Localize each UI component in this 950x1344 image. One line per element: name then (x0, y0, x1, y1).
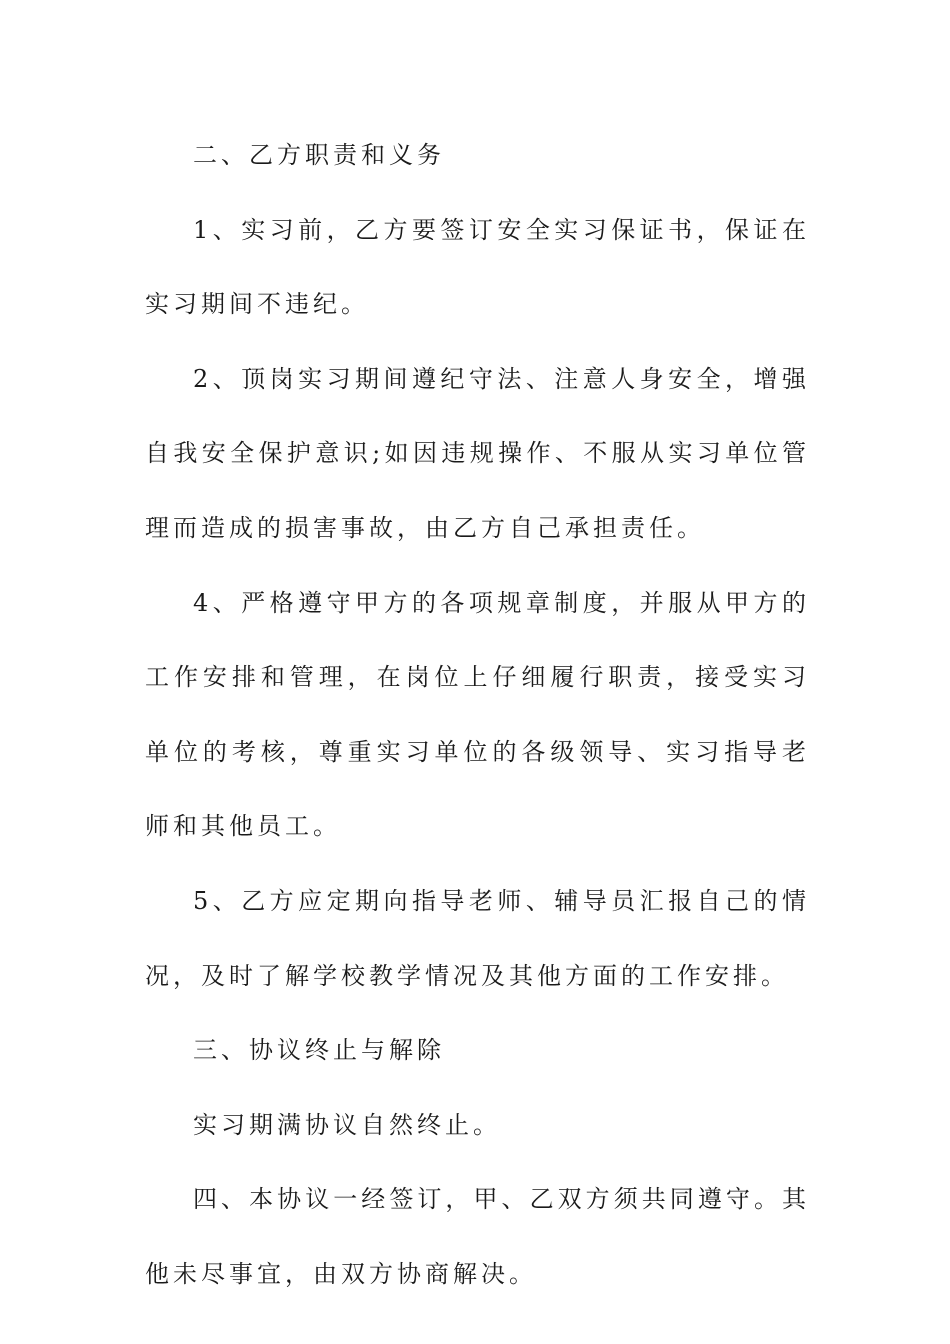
termination-paragraph: 实习期满协议自然终止。 (193, 1110, 501, 1139)
section-four-paragraph: 四、本协议一经签订，甲、乙双方须共同遵守。其他未尽事宜，由双方协商解决。 (145, 1185, 810, 1288)
document-body (145, 118, 810, 1312)
clause-4-paragraph: 4、严格遵守甲方的各项规章制度，并服从甲方的工作安排和管理，在岗位上仔细履行职责，接受实习单位的考核，尊重实习单位的各级领导、实习指导老师和其他员工。 (145, 588, 810, 841)
clause-5-paragraph: 5、乙方应定期向指导老师、辅导员汇报自己的情况，及时了解学校教学情况及其他方面的工作安排。 (145, 886, 810, 990)
clause-2-paragraph: 2、顶岗实习期间遵纪守法、注意人身安全，增强自我安全保护意识;如因违规操作、不服从实习单位管理而造成的损害事故，由乙方自己承担责任。 (145, 364, 810, 542)
section-heading-party-b-duties: 二、乙方职责和义务 (193, 141, 445, 169)
clause-1-paragraph: 1、实习前，乙方要签订安全实习保证书，保证在实习期间不违纪。 (145, 215, 810, 319)
section-heading-termination: 三、协议终止与解除 (193, 1036, 445, 1065)
